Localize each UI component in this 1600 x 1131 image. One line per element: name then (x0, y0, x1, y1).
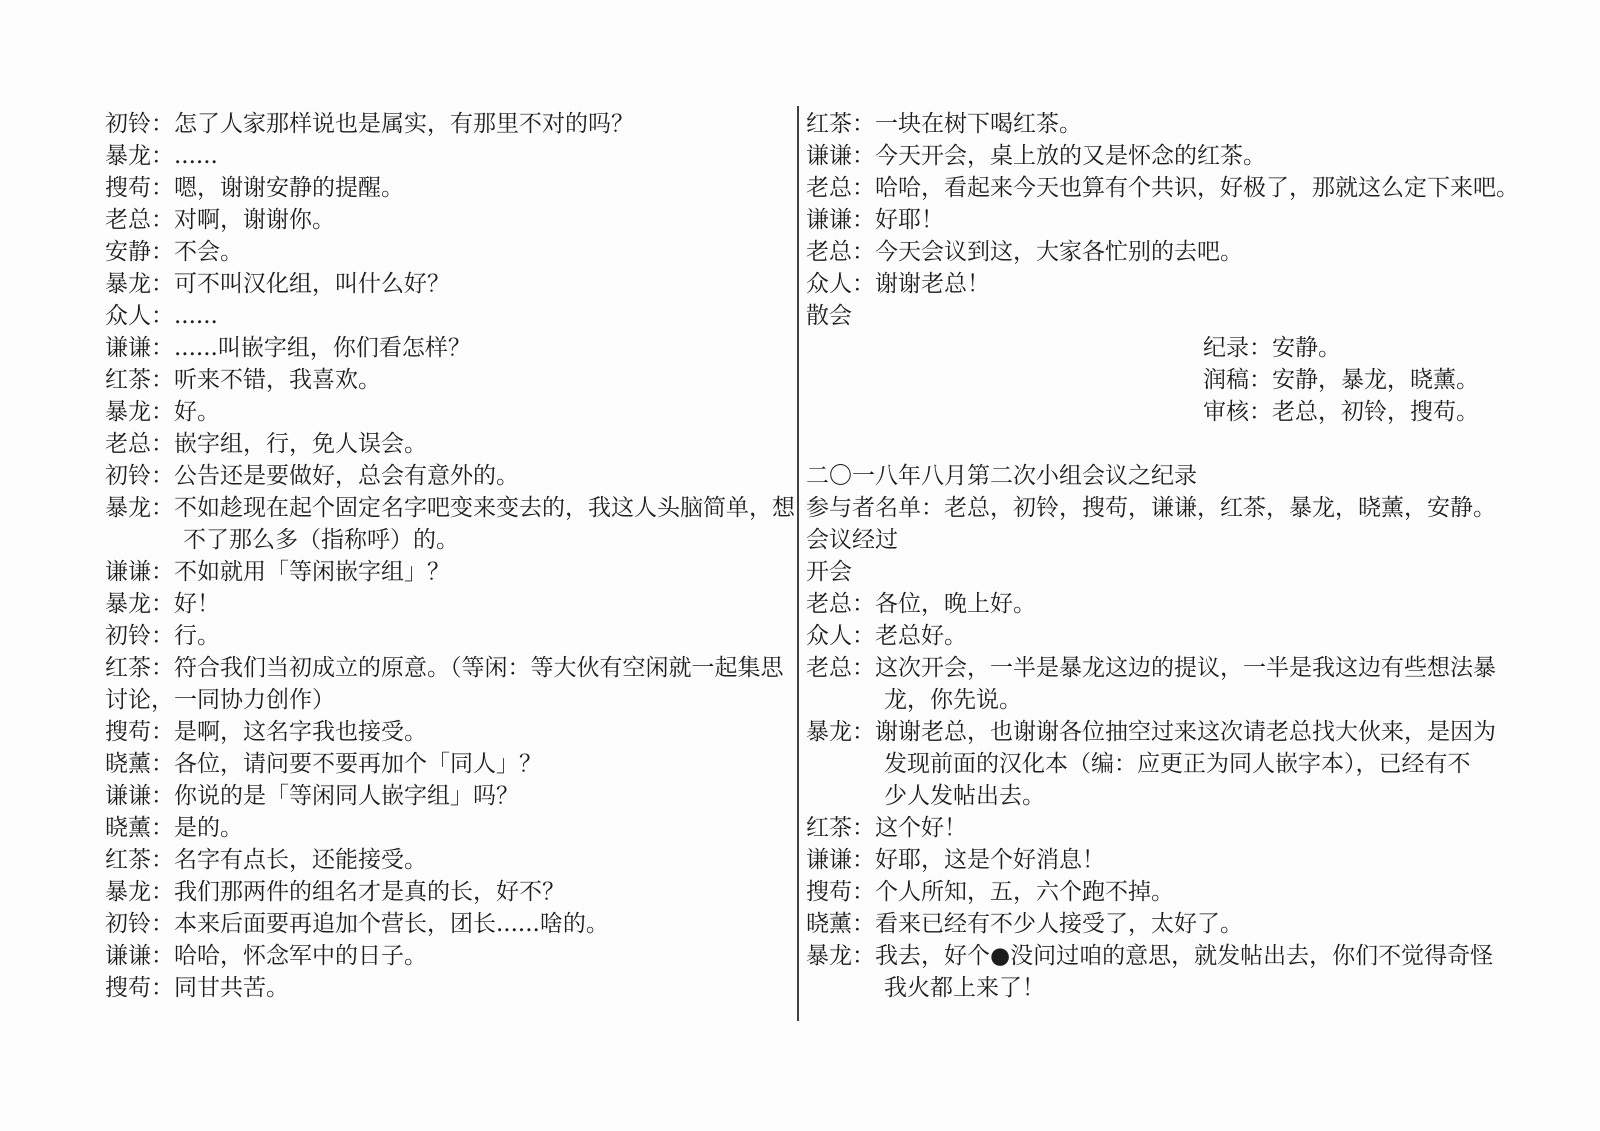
text-line: 谦谦：不如就用「等闲嵌字组」？ (105, 559, 450, 585)
text-line: 老总：各位，晚上好。 (806, 591, 1036, 617)
text-line: 二〇一八年八月第二次小组会议之纪录 (806, 463, 1197, 489)
text-line: 晓薰：是的。 (105, 815, 243, 841)
credit-line: 纪录：安静。 (1203, 335, 1341, 361)
text-line: 暴龙：谢谢老总，也谢谢各位抽空过来这次请老总找大伙来，是因为 (806, 719, 1496, 745)
wrapped-text-line: 少人发帖出去。 (884, 783, 1045, 809)
text-line: 暴龙：不如趁现在起个固定名字吧变来变去的，我这人头脑简单，想 (105, 495, 795, 521)
text-line: 暴龙：我去，好个●没问过咱的意思，就发帖出去，你们不觉得奇怪 (806, 943, 1494, 969)
text-line: 红茶：一块在树下喝红茶。 (806, 111, 1082, 137)
text-line: 谦谦：你说的是「等闲同人嵌字组」吗？ (105, 783, 519, 809)
text-line: 晓薰：各位，请问要不要再加个「同人」？ (105, 751, 542, 777)
text-line: 老总：哈哈，看起来今天也算有个共识，好极了，那就这么定下来吧。 (806, 175, 1519, 201)
text-line: 参与者名单：老总，初铃，搜苟，谦谦，红茶，暴龙，晓薰，安静。 (806, 495, 1496, 521)
text-line: 暴龙：我们那两件的组名才是真的长，好不？ (105, 879, 565, 905)
text-line: 会议经过 (806, 527, 898, 553)
wrapped-text-line: 不了那么多（指称呼）的。 (183, 527, 459, 553)
text-line: 初铃：怎了人家那样说也是属实，有那里不对的吗？ (105, 111, 634, 137)
column-divider-line (797, 106, 799, 1021)
text-line: 谦谦：今天开会，桌上放的又是怀念的红茶。 (806, 143, 1266, 169)
wrapped-text-line: 我火都上来了！ (884, 975, 1045, 1001)
text-line: 初铃：公告还是要做好，总会有意外的。 (105, 463, 519, 489)
text-line: 安静：不会。 (105, 239, 243, 265)
text-line: 老总：这次开会，一半是暴龙这边的提议，一半是我这边有些想法暴 (806, 655, 1496, 681)
blank-line (806, 428, 1566, 460)
text-line: 红茶：听来不错，我喜欢。 (105, 367, 381, 393)
text-line: 老总：今天会议到这，大家各忙别的去吧。 (806, 239, 1243, 265)
credit-line: 审核：老总，初铃，搜苟。 (1203, 399, 1479, 425)
text-line: 搜苟：同甘共苦。 (105, 975, 289, 1001)
right-text-column (806, 108, 1566, 1004)
text-line: 众人：...... (105, 303, 218, 329)
text-line: 初铃：本来后面要再追加个营长，团长......啥的。 (105, 911, 609, 937)
text-line: 众人：谢谢老总！ (806, 271, 990, 297)
text-line: 开会 (806, 559, 852, 585)
text-line: 暴龙：好。 (105, 399, 220, 425)
text-line: 谦谦：哈哈，怀念军中的日子。 (105, 943, 427, 969)
credit-line: 润稿：安静，暴龙，晓薰。 (1203, 367, 1479, 393)
text-line: 暴龙：好！ (105, 591, 220, 617)
text-line: 谦谦：......叫嵌字组，你们看怎样？ (105, 335, 471, 361)
text-line: 老总：对啊，谢谢你。 (105, 207, 335, 233)
text-line: 晓薰：看来已经有不少人接受了，太好了。 (806, 911, 1243, 937)
text-line: 众人：老总好。 (806, 623, 967, 649)
text-line: 搜苟：是啊，这名字我也接受。 (105, 719, 427, 745)
text-line: 红茶：符合我们当初成立的原意。（等闲：等大伙有空闲就一起集思 (105, 655, 784, 681)
text-line: 红茶：名字有点长，还能接受。 (105, 847, 427, 873)
wrapped-text-line: 龙，你先说。 (884, 687, 1022, 713)
text-line: 搜苟：个人所知，五，六个跑不掉。 (806, 879, 1174, 905)
text-line: 初铃：行。 (105, 623, 220, 649)
text-line: 谦谦：好耶，这是个好消息！ (806, 847, 1105, 873)
text-line: 谦谦：好耶！ (806, 207, 944, 233)
wrapped-text-line: 发现前面的汉化本（编：应更正为同人嵌字本），已经有不 (884, 751, 1471, 777)
text-line: 散会 (806, 303, 852, 329)
text-line: 红茶：这个好！ (806, 815, 967, 841)
left-text-column (105, 108, 795, 1004)
text-line: 暴龙：...... (105, 143, 218, 169)
text-line: 暴龙：可不叫汉化组，叫什么好？ (105, 271, 450, 297)
text-line: 讨论，一同协力创作） (105, 687, 335, 713)
text-line: 搜苟：嗯，谢谢安静的提醒。 (105, 175, 404, 201)
text-line: 老总：嵌字组，行，免人误会。 (105, 431, 427, 457)
